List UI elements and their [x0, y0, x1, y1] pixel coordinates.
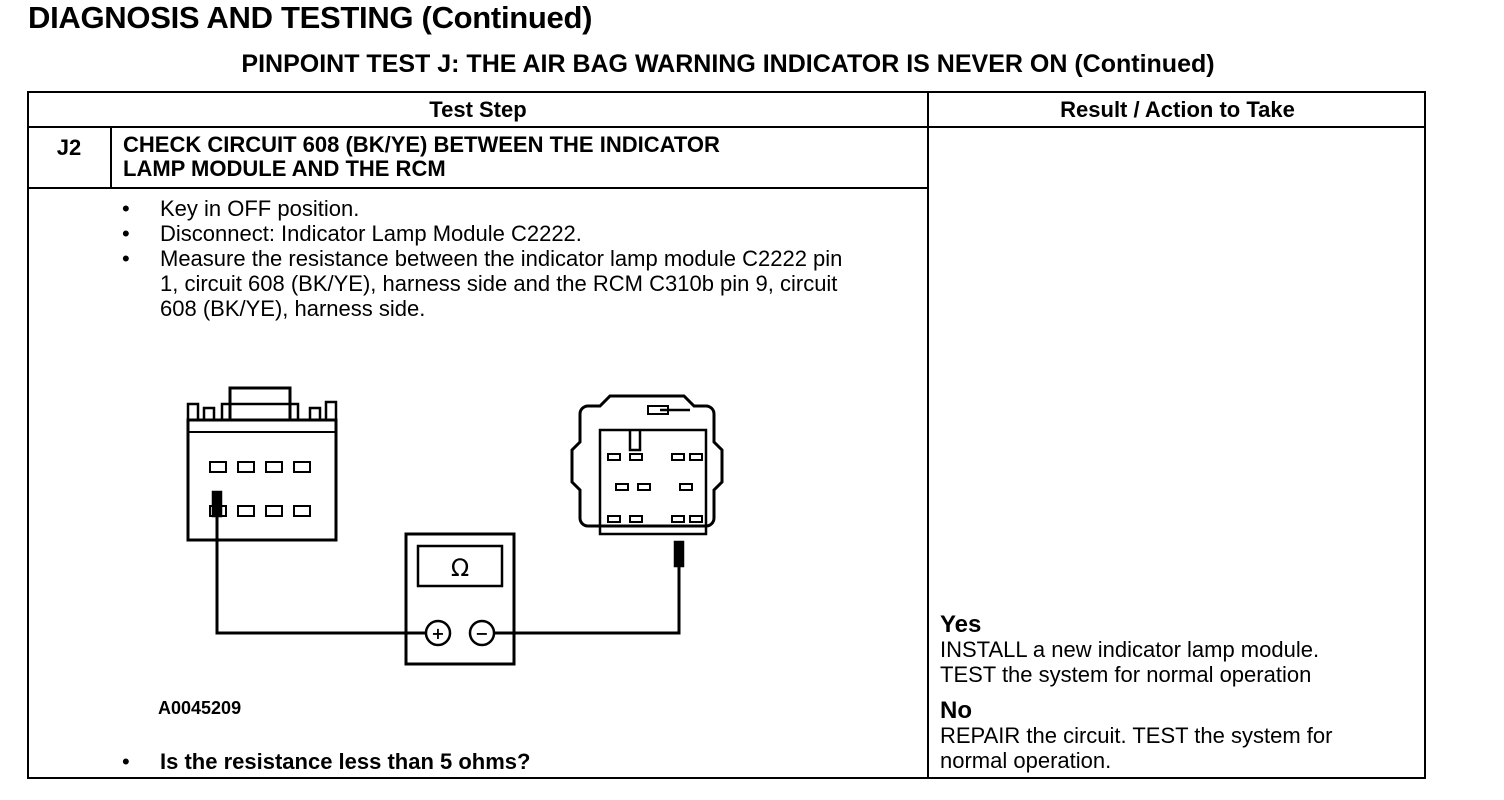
instruction-text: Measure the resistance between the indicator lamp module C2222 pin 1, circuit 608 (BK/YE), harness side and the RCM C310b pin 9, circuit 608 (BK/YE), harness side. — [160, 246, 843, 321]
resistance-test-diagram — [160, 370, 760, 670]
negative-probe-lead — [494, 566, 679, 633]
step-instructions — [122, 196, 922, 321]
step-title-divider — [27, 187, 929, 189]
bullet-icon: • — [122, 196, 130, 221]
instruction-item — [122, 246, 860, 321]
no-action-line: REPAIR the circuit. TEST the system for — [940, 723, 1333, 748]
bullet-icon: • — [122, 246, 130, 271]
page-title: DIAGNOSIS AND TESTING (Continued) — [28, 0, 593, 35]
step-id: J2 — [56, 135, 82, 160]
step-id-divider — [110, 126, 112, 189]
rcm-connector-icon — [572, 396, 722, 566]
header-test-step: Test Step — [429, 97, 527, 122]
indicator-lamp-connector-icon — [188, 388, 336, 540]
no-label: No — [940, 697, 972, 724]
result-no — [940, 698, 1410, 773]
header-result-action: Result / Action to Take — [1060, 97, 1295, 122]
result-yes — [940, 612, 1410, 687]
positive-probe-lead — [217, 516, 426, 633]
no-action-line: normal operation. — [940, 748, 1112, 773]
positive-terminal: + — [431, 624, 445, 643]
step-title-line: LAMP MODULE AND THE RCM — [123, 156, 446, 181]
instruction-item — [122, 221, 922, 246]
yes-label: Yes — [940, 611, 982, 638]
column-divider — [927, 91, 929, 779]
yes-action-line: INSTALL a new indicator lamp module. — [940, 637, 1320, 662]
ohm-symbol: Ω — [450, 554, 470, 582]
instruction-text: Disconnect: Indicator Lamp Module C2222. — [160, 221, 582, 246]
pinpoint-test-title: PINPOINT TEST J: THE AIR BAG WARNING INDICATOR IS NEVER ON (Continued) — [241, 50, 1215, 78]
step-question — [122, 749, 530, 775]
instruction-text: Key in OFF position. — [160, 196, 360, 221]
bullet-icon: • — [122, 221, 130, 246]
ohmmeter-icon — [406, 534, 514, 664]
question-text: Is the resistance less than 5 ohms? — [160, 749, 531, 774]
bullet-icon: • — [122, 749, 130, 774]
instruction-item — [122, 196, 922, 221]
step-title-line: CHECK CIRCUIT 608 (BK/YE) BETWEEN THE INDICATOR — [123, 132, 720, 157]
header-divider — [27, 126, 1426, 128]
step-title — [123, 133, 913, 181]
negative-terminal: − — [475, 624, 489, 643]
figure-id: A0045209 — [158, 698, 242, 718]
yes-action-line: TEST the system for normal operation — [940, 662, 1312, 687]
